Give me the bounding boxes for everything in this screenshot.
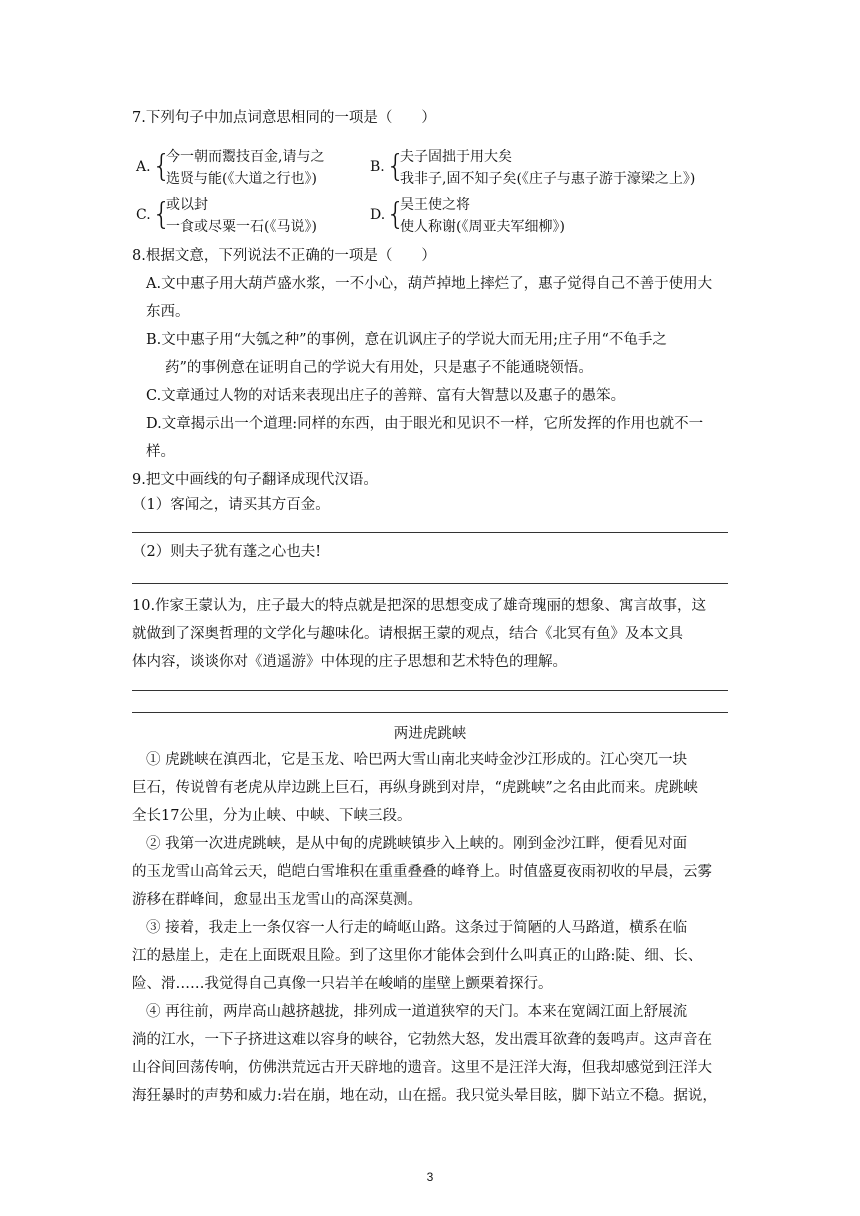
paragraph-4-line: 淌的江水，一下子挤进这难以容身的峡谷，它勃然大怒，发出震耳欲聋的轰鸣声。这声音在 (132, 1032, 712, 1048)
page-number: 3 (426, 1170, 434, 1184)
q9-sentence-1: （1）客闻之，请买其方百金。 (132, 497, 330, 513)
option-line-1: 吴王使之将 (400, 197, 470, 213)
q7-stem: 7.下列句子中加点词意思相同的一项是（ ） (132, 110, 436, 126)
option-line-1: 今一朝而鬻技百金,请与之 (166, 149, 325, 165)
option-letter: D. (370, 207, 386, 223)
brace-icon: { (152, 149, 172, 184)
paragraph-4-line: 海狂暴时的声势和威力:岩在崩，地在动，山在摇。我只觉头晕目眩，脚下站立不稳。据说， (132, 1088, 717, 1104)
option-line-2: 一食或尽粟一石(《马说》) (166, 219, 317, 235)
option-letter: B. (370, 159, 385, 175)
q9-sentence-2: （2）则夫子犹有蓬之心也夫! (132, 544, 322, 560)
brace-icon: { (386, 149, 406, 184)
option-line-1: 或以封 (166, 197, 208, 213)
paragraph-3-line: 险、滑……我觉得自己真像一只岩羊在峻峭的崖壁上颤栗着探行。 (132, 976, 553, 992)
q8-option-b-line2: 药”的事例意在证明自己的学说大有用处，只是惠子不能通晓领悟。 (165, 360, 593, 376)
q10-line-1: 10.作家王蒙认为，庄子最大的特点就是把深的思想变成了雄奇瑰丽的想象、寓言故事，这 (132, 598, 707, 614)
option-letter: A. (136, 159, 151, 175)
q8-option-a-line1: A.文中惠子用大葫芦盛水浆，一不小心，葫芦掉地上摔烂了，惠子觉得自己不善于使用大 (146, 276, 713, 292)
q10-line-2: 就做到了深奥哲理的文学化与趣味化。请根据王蒙的观点，结合《北冥有鱼》及本文具 (132, 626, 683, 642)
answer-line (132, 532, 728, 533)
q8-stem: 8.根据文意，下列说法不正确的一项是（ ） (132, 248, 436, 264)
q8-option-b-line1: B.文中惠子用“大瓠之种”的事例，意在讥讽庄子的学说大而无用;庄子用“不龟手之 (146, 332, 667, 348)
paragraph-3-line: ③ 接着，我走上一条仅容一人行走的崎岖山路。这条过于简陋的人马路道，横系在临 (146, 920, 688, 936)
paragraph-1-line: ① 虎跳峡在滇西北，它是玉龙、哈巴两大雪山南北夹峙金沙江形成的。江心突兀一块 (146, 752, 688, 768)
q8-option-a-line2: 东西。 (146, 304, 190, 320)
answer-line (132, 712, 728, 713)
brace-icon: { (152, 197, 172, 232)
paragraph-4-line: ④ 再往前，两岸高山越挤越拢，排列成一道道狭窄的天门。本来在宽阔江面上舒展流 (146, 1004, 688, 1020)
paragraph-3-line: 江的悬崖上，走在上面既艰且险。到了这里你才能体会到什么叫真正的山路:陡、细、长、 (132, 948, 703, 964)
q8-option-d-line2: 样。 (146, 444, 175, 460)
q10-line-3: 体内容，谈谈你对《逍遥游》中体现的庄子思想和艺术特色的理解。 (132, 654, 567, 670)
option-line-1: 夫子固拙于用大矣 (400, 149, 512, 165)
q9-stem: 9.把文中画线的句子翻译成现代汉语。 (132, 472, 378, 488)
paragraph-2-line: 的玉龙雪山高耸云天，皑皑白雪堆积在重重叠叠的峰脊上。时值盛夏夜雨初收的早晨，云雾 (132, 864, 712, 880)
option-line-2: 我非子,固不知子矣(《庄子与惠子游于濠梁之上》) (400, 171, 696, 187)
answer-line (132, 690, 728, 691)
brace-icon: { (386, 197, 406, 232)
paragraph-1-line: 巨石，传说曾有老虎从岸边跳上巨石，再纵身跳到对岸，“虎跳峡”之名由此而来。虎跳峡 (132, 780, 698, 796)
q8-option-c-line1: C.文章通过人物的对话来表现出庄子的善辩、富有大智慧以及惠子的愚笨。 (146, 388, 626, 404)
paragraph-1-line: 全长17公里，分为止峡、中峡、下峡三段。 (132, 808, 412, 824)
answer-line (132, 583, 728, 584)
paragraph-4-line: 山谷间回荡传响，仿佛洪荒远古开天辟地的遗音。这里不是汪洋大海，但我却感觉到汪洋大 (132, 1060, 712, 1076)
q8-option-d-line1: D.文章揭示出一个道理:同样的东西，由于眼光和见识不一样，它所发挥的作用也就不一 (146, 416, 704, 432)
option-letter: C. (136, 207, 151, 223)
article-title: 两进虎跳峡 (393, 726, 467, 742)
paragraph-2-line: ② 我第一次进虎跳峡，是从中甸的虎跳峡镇步入上峡的。刚到金沙江畔，便看见对面 (146, 836, 688, 852)
option-line-2: 使人称谢(《周亚夫军细柳》) (400, 219, 565, 235)
option-line-2: 选贤与能(《大道之行也》) (166, 171, 317, 187)
paragraph-2-line: 游移在群峰间，愈显出玉龙雪山的高深莫测。 (132, 892, 422, 908)
